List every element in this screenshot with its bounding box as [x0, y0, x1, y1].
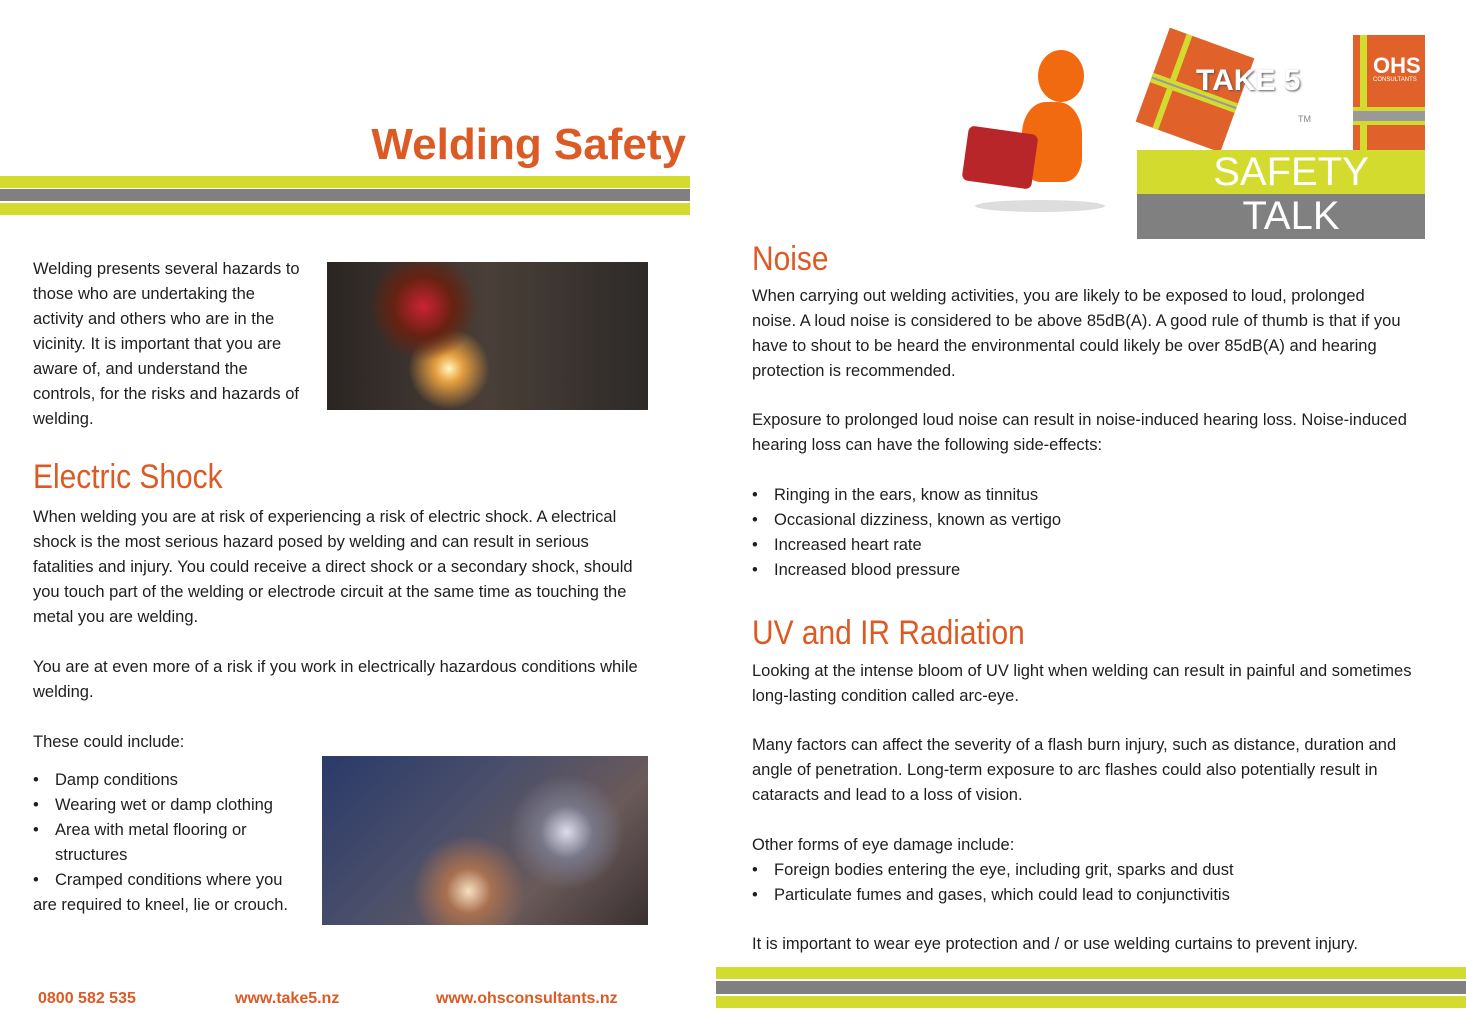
- take5-logo-text: TAKE 5: [1196, 64, 1301, 97]
- welder-photo: [327, 262, 648, 410]
- uv-text: Looking at the intense bloom of UV light when welding can result in painful and sometimes long-lasting condition called arc-eye.: [752, 662, 1412, 705]
- side-effects-list: [752, 483, 1412, 583]
- stripe: [0, 189, 690, 201]
- hazardous-conditions-text: You are at even more of a risk if you work in electrically hazardous conditions while welding.: [33, 658, 638, 701]
- intro-text: Welding presents several hazards to those who are undertaking the activity and others who are in the vicinity. It is important that you are aware of, and understand the controls, for the risks and hazards of welding.: [33, 260, 300, 428]
- list-item: • Occasional dizziness, known as vertigo: [752, 508, 1412, 533]
- list-item: • Cramped conditions where you: [33, 868, 308, 893]
- stripe: [0, 176, 690, 188]
- list-item: • Particulate fumes and gases, which could lead to conjunctivitis: [752, 883, 1412, 908]
- hearing-loss-text: Exposure to prolonged loud noise can result in noise-induced hearing loss. Noise-induced hearing loss can have the following side-effects:: [752, 411, 1407, 454]
- footer-phone[interactable]: 0800 582 535: [38, 990, 136, 1007]
- noise-text: When carrying out welding activities, you are likely to be exposed to loud, prolonged noise. A loud noise is considered to be above 85dB(A). A good rule of thumb is that if you have to shout to be heard the environmental could likely be over 85dB(A) and hearing protection is recommended.: [752, 287, 1401, 380]
- ohs-logo: [1353, 35, 1425, 150]
- list-item: • Damp conditions: [33, 768, 308, 793]
- stripe: [716, 967, 1466, 979]
- talk-label: TALK: [1137, 194, 1425, 239]
- mascot-illustration: [960, 50, 1110, 215]
- trademark: TM: [1298, 114, 1311, 124]
- stripe: [716, 996, 1466, 1008]
- uv-ir-heading: UV and IR Radiation: [752, 614, 1025, 652]
- stripe: [0, 203, 690, 215]
- page-title: Welding Safety: [371, 120, 686, 169]
- list-item: • Area with metal flooring or structures: [33, 818, 308, 868]
- list-item: • Foreign bodies entering the eye, including grit, sparks and dust: [752, 858, 1412, 883]
- welding-photo: [322, 756, 648, 925]
- electric-shock-heading: Electric Shock: [33, 458, 223, 496]
- could-include-text: These could include:: [33, 733, 185, 751]
- list-item: • Ringing in the ears, know as tinnitus: [752, 483, 1412, 508]
- conditions-tail: are required to kneel, lie or crouch.: [33, 896, 288, 914]
- electric-shock-text: When welding you are at risk of experiencing a risk of electric shock. A electrical shock is the most serious hazard posed by welding and can result in serious fatalities and injury. You could receive a direct shock or a secondary shock, should you touch part of the welding or electrode circuit at the same time as touching the metal you are welding.: [33, 508, 633, 626]
- flash-burn-text: Many factors can affect the severity of a flash burn injury, such as distance, duration and angle of penetration. Long-term exposure to arc flashes could also potentially result in cataracts and lead to a loss of vision.: [752, 736, 1397, 804]
- consultants-text: CONSULTANTS: [1373, 77, 1417, 83]
- ohs-text: OHS: [1373, 53, 1421, 78]
- list-item: • Wearing wet or damp clothing: [33, 793, 308, 818]
- footer-ohs-link[interactable]: www.ohsconsultants.nz: [436, 990, 618, 1007]
- eye-damage-text: Other forms of eye damage include:: [752, 836, 1015, 854]
- stripe: [716, 981, 1466, 994]
- footer-take5-link[interactable]: www.take5.nz: [235, 990, 340, 1007]
- eye-protection-text: It is important to wear eye protection and / or use welding curtains to prevent injury.: [752, 935, 1358, 953]
- conditions-list: [33, 768, 308, 893]
- eye-damage-list: [752, 858, 1412, 908]
- safety-label: SAFETY: [1137, 150, 1425, 194]
- noise-heading: Noise: [752, 240, 829, 278]
- list-item: • Increased heart rate: [752, 533, 1412, 558]
- list-item: • Increased blood pressure: [752, 558, 1412, 583]
